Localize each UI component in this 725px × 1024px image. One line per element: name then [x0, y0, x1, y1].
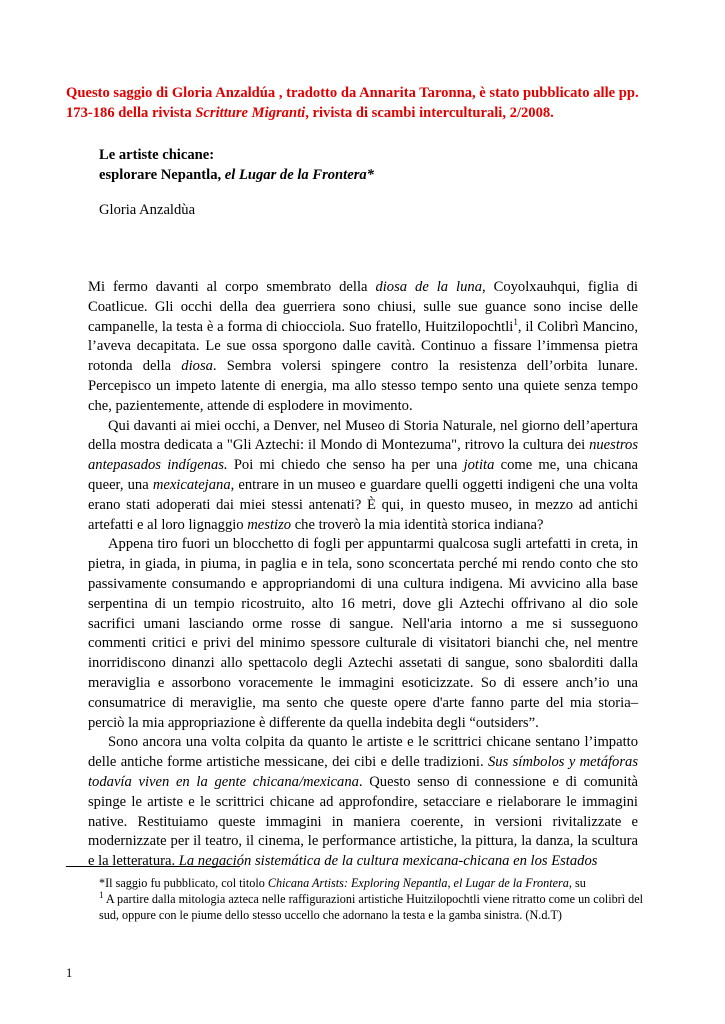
footnote-divider [66, 866, 240, 867]
page-number: 1 [66, 966, 73, 980]
p2-c: Poi mi chiedo che senso ha per una [227, 457, 464, 474]
p2-e: come me, una chicana queer, una [88, 457, 638, 493]
essay-title-line2 [99, 166, 374, 186]
p4-a: Sono ancora una volta colpita da quanto le artiste e le scrittrici chicane sentano l’impatto delle antiche forme artistiche messicane, dei cibi e delle tradizioni. [88, 734, 638, 771]
p4-c: . Questo senso di connessione e di comunità spinge le artiste e le scrittrici chicane ad approfondire, setacciare e rielaborare le immagini native. Restituiamo queste immagini in maniera coerente, in versioni rivitalizzate e modernizzate per il teatro, il cinema, le performance artistiche, la pittura, la danza, la scultura e la letteratura. [88, 773, 639, 870]
p1-d: , il Colibrì Mancino, l’aveva decapitata. Le sue ossa sporgono dalle cavità. Continuo a fissare l’immensa pietra rotonda della [88, 318, 638, 375]
footnote-star [99, 875, 644, 891]
essay-body [88, 278, 638, 872]
publication-note-text-end: , rivista di scambi interculturali, 2/2008. [305, 104, 554, 121]
p1-f: . Sembra volersi spingere contro la resistenza dell’orbita lunare. Percepisco un impeto latente di energia, ma allo stesso tempo sento una quiete senza tempo che, pazientemente, attende di esplodere in movimento. [88, 358, 638, 414]
p2-b: nuestros antepasados indígenas. [88, 437, 638, 474]
publication-note-text: Questo saggio di Gloria Anzaldúa , tradotto da Annarita Taronna, è stato pubblicato alle pp. 173-186 della rivista [66, 85, 639, 121]
essay-title-line1: Le artiste chicane: [99, 147, 215, 163]
p2-g: , entrare in un museo e guardare quelli oggetti indigeni che una volta erano stati adoperati dai miei stessi antenati? È qui, in questo museo, in mezzo ad antichi artefatti e al loro lignaggio [88, 476, 638, 533]
footnote-1 [99, 891, 644, 923]
footnote-1-marker: 1 [99, 890, 104, 901]
p2-h: mestizo [247, 516, 292, 533]
essay-title [99, 146, 374, 185]
footnote-ref-1: 1 [513, 316, 518, 327]
paragraph-4 [88, 733, 638, 872]
p2-f: mexicatejana [152, 476, 231, 493]
paragraph-2 [88, 417, 638, 536]
footnote-1-text: A partire dalla mitologia azteca nelle raffigurazioni artistiche Huitzilopochtli viene ritratto come un colibrì del sud, oppure con le piume dello stesso uccello che adornano la testa e la gamba sinistra. (N.d.T) [99, 892, 644, 923]
p2-d: jotita [463, 457, 495, 474]
p2-a: Qui davanti ai miei occhi, a Denver, nel Museo di Storia Naturale, nel giorno dell’apertura della mostra dedicata a "Gli Aztechi: il Mondo di Montezuma", ritrovo la cultura dei [88, 417, 638, 454]
p1-b: diosa de la luna [375, 279, 482, 295]
essay-title-line2-text: esplorare Nepantla, [99, 166, 225, 183]
paragraph-1 [88, 278, 638, 417]
p2-i: che troverò la mia identità storica indiana? [291, 516, 544, 533]
footnotes [99, 875, 644, 924]
p1-c: , Coyolxauhqui, figlia di Coatlicue. Gli occhi della dea guerriera sono chiusi, sulle sue guance sono incise delle campanelle, la testa è a forma di chiocciola. Suo fratello, Huitzilopochtli [88, 279, 638, 335]
footnote-star-a: *Il saggio fu pubblicato, col titolo [99, 876, 268, 890]
p4-d: La negación sistemática de la cultura mexicana-chicana en los Estados [178, 853, 598, 870]
essay-title-line2-italic: el Lugar de la Frontera* [224, 166, 374, 183]
footnote-star-b: Chicana Artists: Exploring Nepantla, el Lugar de la Frontera [267, 876, 569, 890]
p4-b: Sus símbolos y metáforas todavía viven en la gente chicana/mexicana [88, 754, 639, 790]
journal-title: Scritture Migranti [195, 104, 306, 121]
author-name: Gloria Anzaldùa [99, 202, 196, 218]
paragraph-3: Appena tiro fuori un blocchetto di fogli per appuntarmi qualcosa sugli artefatti in creta, in pietra, in giada, in piuma, in paglia e in tela, sono sconcertata perché mi rendo conto che sto passivamente consumando e appropriandomi di una cultura indigena. Mi avvicino alla base serpentina di un tempio ricostruito, alto 16 metri, dove gli Aztechi offrivano al dio sole sacrifici umani lasciando orme rosse di sangue. Nell'aria intorno a me si susseguono commenti critici e privi del minimo spessore culturale di visitatori bianchi che, nel mentre inorridiscono dinanzi allo spettacolo degli Aztechi assetati di sangue, sono sbalorditi dalla meraviglia e assorbono voracemente le immagini esoticizzate. So di essere anch’io una consumatrice di meraviglie, ma sento che queste opere d'arte fanno parte del mia storia–perciò la mia appropriazione è differente da quella indebita degli “outsiders”. [88, 536, 638, 731]
publication-note [66, 84, 658, 123]
footnote-star-c: , su [568, 876, 586, 890]
p1-e: diosa [181, 358, 213, 375]
p1-a: Mi fermo davanti al corpo smembrato della [88, 279, 376, 295]
